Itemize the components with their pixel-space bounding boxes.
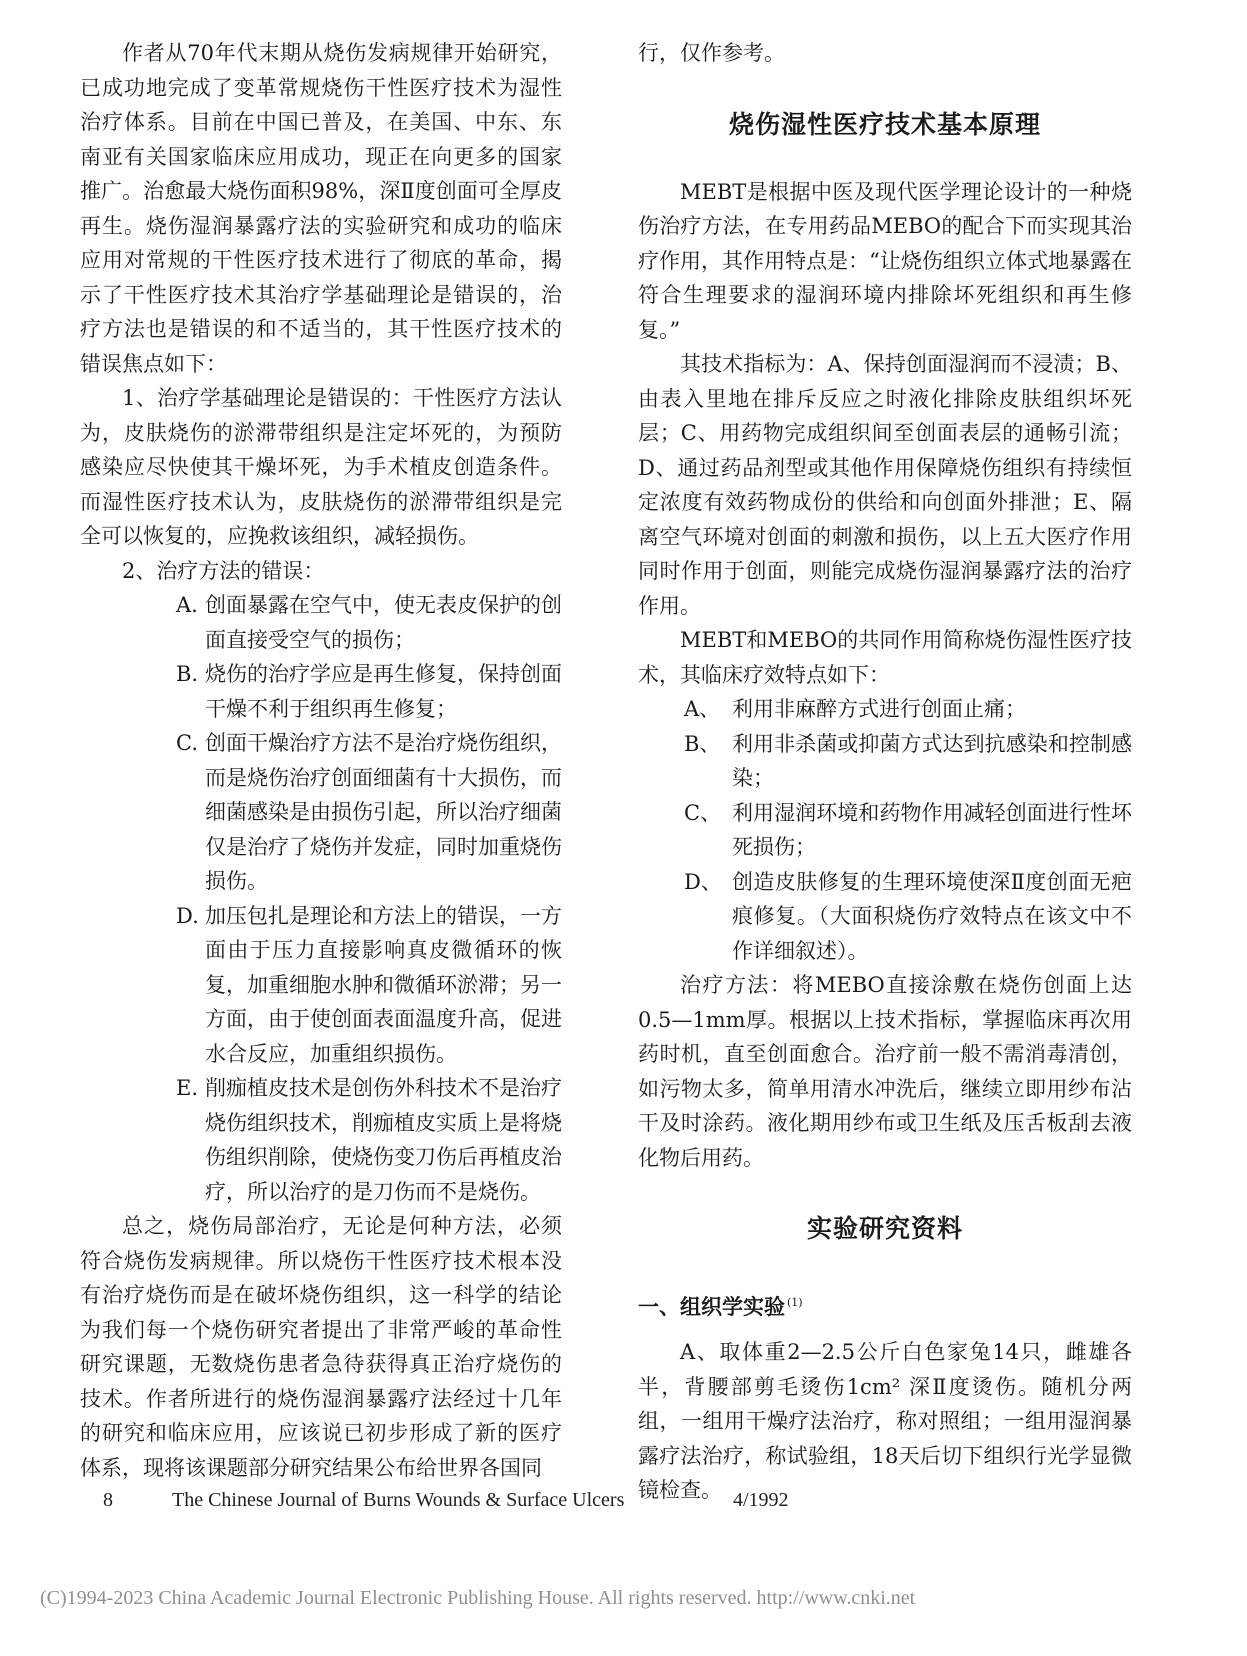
reference-marker: (1) (787, 1296, 803, 1309)
feature-item (684, 692, 1132, 727)
error-item-text: 加压包扎是理论和方法上的错误，一方面由于压力直接影响真皮微循环的恢复，加重细胞水肿和微循环淤滞；另一方面，由于使创面表面温度升高，促进水合反应，加重组织损伤。 (205, 903, 562, 1066)
feature-item-text: 利用湿润环境和药物作用减轻创面进行性坏死损伤； (732, 800, 1132, 859)
page-number: 8 (103, 1489, 113, 1511)
feature-item-text: 利用非麻醉方式进行创面止痛； (732, 697, 1026, 721)
right-column (638, 36, 1132, 1508)
page-footer (0, 1489, 1247, 1519)
treatment-method-paragraph: 治疗方法：将MEBO直接涂敷在烧伤创面上达0.5—1mm厚。根据以上技术指标，掌握临床再次用药时机，直至创面愈合。治疗前一般不需消毒清创，如污物太多，简单用清水冲洗后，继续立即用纱布沾干及时涂药。液化期用纱布或卫生纸及压舌板刮去液化物后用药。 (638, 973, 1132, 1170)
errors-list (176, 588, 562, 1209)
error-item (176, 657, 562, 726)
error-item (176, 1071, 562, 1209)
mebt-intro-paragraph: MEBT是根据中医及现代医学理论设计的一种烧伤治疗方法，在专用药品MEBO的配合下而实现其治疗作用，其作用特点是：“让烧伤组织立体式地暴露在符合生理要求的湿润环境内排除坏死组织和再生修复。” (638, 179, 1132, 342)
copyright-notice: (C)1994-2023 China Academic Journal Electronic Publishing House. All rights reserved. http://www.cnki.net (40, 1587, 916, 1609)
error-item-marker: D. (176, 903, 199, 928)
error-item-marker: C. (176, 731, 198, 755)
continuation-text: 行，仅作参考。 (638, 41, 785, 65)
feature-item-marker: A、 (684, 697, 721, 721)
feature-item (684, 727, 1132, 796)
error-item-text: 创面干燥治疗方法不是治疗烧伤组织，而是烧伤治疗创面细菌有十大损伤，而细菌感染是由损伤引起，所以治疗细菌仅是治疗了烧伤并发症，同时加重烧伤损伤。 (205, 731, 562, 893)
error-item (176, 899, 562, 1072)
feature-item-marker: B、 (684, 731, 721, 756)
error-item-marker: E. (176, 1076, 199, 1100)
feature-item (684, 865, 1132, 969)
error-item-marker: A. (176, 593, 198, 617)
left-column (80, 36, 562, 1485)
journal-name: The Chinese Journal of Burns Wounds & Surface Ulcers (172, 1489, 625, 1511)
feature-item-text: 创造皮肤修复的生理环境使深Ⅱ度创面无疤痕修复。（大面积烧伤疗效特点在该文中不作详细叙述）。 (732, 869, 1132, 963)
experiment-paragraph: A、取体重2—2.5公斤白色家兔14只，雌雄各半，背腰部剪毛烫伤1cm² 深Ⅱ度烫伤。随机分两组，一组用干燥疗法治疗，称对照组；一组用湿润暴露疗法治疗，称试验组，18天后切下组织行光学显微镜检查。 (638, 1340, 1132, 1502)
conclusion-paragraph: 总之，烧伤局部治疗，无论是何种方法，必须符合烧伤发病规律。所以烧伤干性医疗技术根本没有治疗烧伤而是在破坏烧伤组织，这一科学的结论为我们每一个烧伤研究者提出了非常严峻的革命性研究课题，无数烧伤患者急待获得真正治疗烧伤的技术。作者所进行的烧伤湿润暴露疗法经过十几年的研究和临床应用，应该说已初步形成了新的医疗体系，现将该课题部分研究结果公布给世界各国同 (80, 1214, 562, 1480)
features-list (684, 692, 1132, 968)
section-title-principles: 烧伤湿性医疗技术基本原理 (728, 109, 1041, 139)
point-two-heading: 2、治疗方法的错误： (122, 558, 325, 583)
indicators-paragraph: 其技术指标为：A、保持创面湿润而不浸渍；B、由表入里地在排斥反应之时液化排除皮肤组织坏死层；C、用药物完成组织间至创面表层的通畅引流；D、通过药品剂型或其他作用保障烧伤组织有持续恒定浓度有效药物成份的供给和向创面外排泄；E、隔离空气环境对创面的刺激和损伤，以上五大医疗作用同时作用于创面，则能完成烧伤湿润暴露疗法的治疗作用。 (638, 352, 1132, 618)
feature-item (684, 796, 1132, 865)
subsection-title-histology (638, 1291, 1132, 1321)
error-item-text: 削痂植皮技术是创伤外科技术不是治疗烧伤组织技术，削痂植皮实质上是将烧伤组织削除，使烧伤变刀伤后再植皮治疗，所以治疗的是刀伤而不是烧伤。 (205, 1076, 562, 1204)
feature-item-marker: D、 (684, 869, 722, 894)
error-item (176, 726, 562, 899)
combined-effect-paragraph: MEBT和MEBO的共同作用简称烧伤湿性医疗技术，其临床疗效特点如下： (638, 628, 1132, 687)
feature-item-marker: C、 (684, 800, 722, 825)
point-one-paragraph: 1、治疗学基础理论是错误的：干性医疗方法认为，皮肤烧伤的淤滞带组织是注定坏死的，为预防感染应尽快使其干燥坏死，为手术植皮创造条件。而湿性医疗技术认为，皮肤烧伤的淤滞带组织是完全可以恢复的，应挽救该组织，减轻损伤。 (80, 386, 562, 548)
feature-item-text: 利用非杀菌或抑菌方式达到抗感染和控制感染； (732, 731, 1132, 790)
error-item (176, 588, 562, 657)
section-title-research: 实验研究资料 (806, 1214, 963, 1243)
error-item-marker: B. (176, 662, 199, 686)
intro-paragraph: 作者从70年代末期从烧伤发病规律开始研究，已成功地完成了变革常规烧伤干性医疗技术为湿性治疗体系。目前在中国已普及，在美国、中东、东南亚有关国家临床应用成功，现正在向更多的国家推广。治愈最大烧伤面积98%，深Ⅱ度创面可全厚皮再生。烧伤湿润暴露疗法的实验研究和成功的临床应用对常规的干性医疗技术进行了彻底的革命，揭示了干性医疗技术其治疗学基础理论是错误的，治疗方法也是错误的和不适当的，其干性医疗技术的错误焦点如下： (80, 41, 562, 376)
subsection-title-text: 一、组织学实验 (638, 1294, 785, 1319)
error-item-text: 创面暴露在空气中，使无表皮保护的创面直接受空气的损伤； (205, 593, 562, 652)
error-item-text: 烧伤的治疗学应是再生修复，保持创面干燥不利于组织再生修复； (205, 662, 562, 721)
issue-number: 4/1992 (733, 1489, 789, 1511)
